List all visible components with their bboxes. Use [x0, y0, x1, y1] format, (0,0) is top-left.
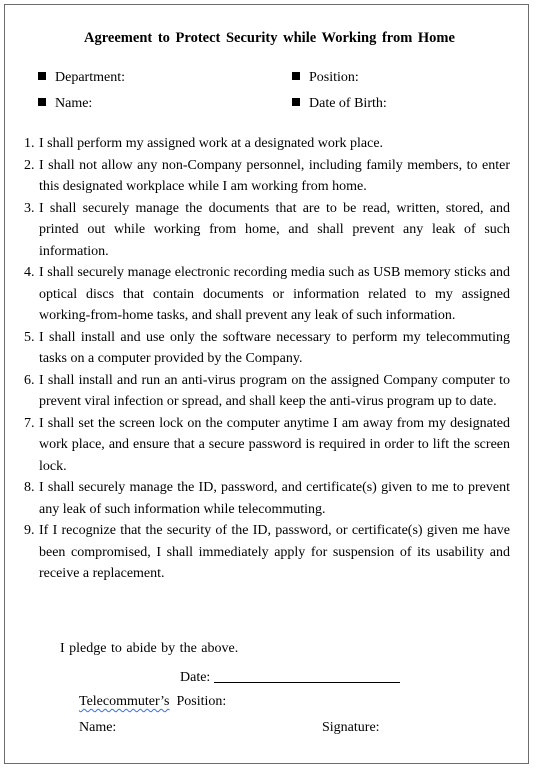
telecommuter-position-field	[79, 694, 226, 710]
item-text: I shall securely manage the documents that are to be read, written, stored, and printed out while working from home, and shall prevent any leak of such information.	[39, 200, 510, 259]
item-text: I shall securely manage electronic recording media such as USB memory sticks and optical discs that contain documents or information related to my assigned working-from-home tasks, and shall prevent any leak of such information.	[39, 265, 510, 323]
list-item	[24, 477, 510, 520]
square-bullet-icon	[292, 98, 300, 106]
square-bullet-icon	[38, 72, 46, 80]
item-text: I shall perform my assigned work at a designated work place.	[39, 136, 384, 151]
list-item	[24, 327, 510, 370]
item-text: I shall install and run an anti-virus program on the assigned Company computer to prevent viral infection or spread, and shall keep the anti-virus program up to date.	[39, 372, 510, 409]
telecommuter-name-field	[79, 720, 116, 736]
date-of-birth-label: Date of Birth:	[309, 96, 387, 111]
name-field	[38, 96, 92, 112]
date-of-birth-field	[292, 96, 387, 112]
date-blank-line	[214, 668, 400, 683]
item-text: I shall not allow any non-Company personnel, including family members, to enter this designated workplace while I am working from home.	[39, 157, 510, 194]
item-number: 9.	[24, 523, 35, 538]
square-bullet-icon	[292, 72, 300, 80]
date-signature-field	[180, 668, 400, 686]
name-label: Name:	[55, 96, 93, 111]
position-label: Position:	[309, 70, 359, 85]
position-field	[292, 70, 359, 86]
list-item	[24, 155, 510, 198]
telecommuter-label: Telecommuter’s	[79, 694, 170, 709]
document-title: Agreement to Protect Security while Working from Home	[84, 30, 455, 46]
list-item	[24, 413, 510, 478]
list-item	[24, 370, 510, 413]
item-number: 3.	[24, 200, 35, 216]
telecommuter-name-label: Name:	[79, 720, 117, 735]
list-item	[24, 198, 510, 263]
agreement-items-list	[24, 133, 510, 585]
square-bullet-icon	[38, 98, 46, 106]
signature-field	[322, 720, 380, 736]
department-label: Department:	[55, 70, 125, 85]
item-text: I shall install and use only the software necessary to perform my telecommuting tasks on a computer provided by the Company.	[39, 329, 510, 366]
telecommuter-position-label: Position:	[176, 694, 227, 709]
item-number: 1.	[24, 136, 35, 151]
list-item	[24, 262, 510, 327]
list-item	[24, 520, 510, 585]
item-number: 5.	[24, 329, 35, 345]
signature-label: Signature:	[322, 720, 380, 735]
item-number: 4.	[24, 265, 35, 280]
item-text: I shall set the screen lock on the computer anytime I am away from my designated work place, and ensure that a secure password is required in order to lift the screen lock.	[39, 415, 510, 474]
date-label: Date:	[180, 670, 211, 685]
list-item	[24, 133, 510, 155]
department-field	[38, 70, 125, 86]
pledge-statement: I pledge to abide by the above.	[60, 641, 239, 656]
item-number: 2.	[24, 157, 35, 173]
item-number: 6.	[24, 372, 35, 388]
item-text: If I recognize that the security of the ID, password, or certificate(s) given me have been compromised, I shall immediately apply for suspension of its usability and receive a replacement.	[39, 523, 510, 581]
item-number: 7.	[24, 415, 35, 431]
item-text: I shall securely manage the ID, password, and certificate(s) given to me to prevent any leak of such information while telecommuting.	[39, 480, 510, 517]
item-number: 8.	[24, 480, 35, 495]
